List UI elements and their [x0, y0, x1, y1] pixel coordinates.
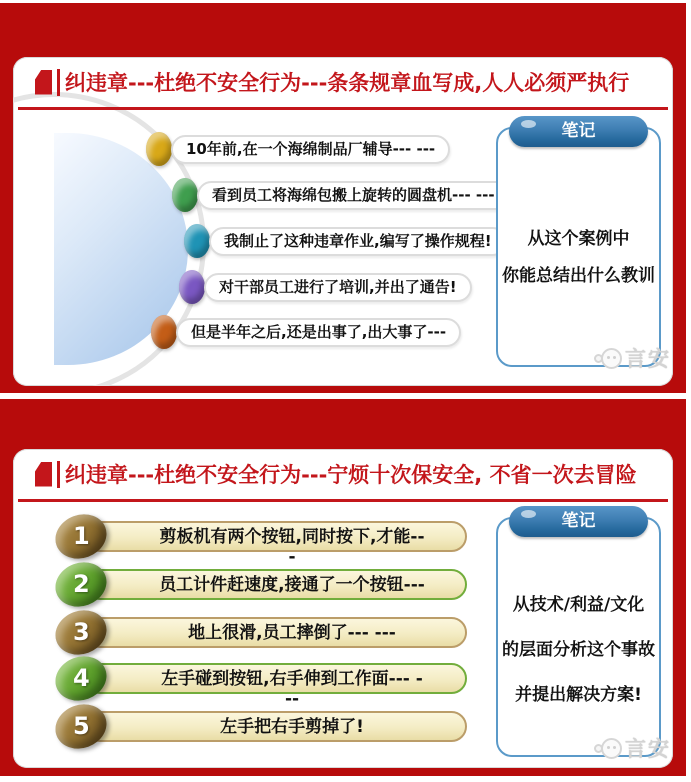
- watermark: [594, 343, 671, 373]
- watermark: [594, 733, 671, 763]
- step-text-line: -: [288, 547, 296, 567]
- watermark-face-icon: [601, 348, 622, 369]
- step-number-badge: [49, 649, 113, 707]
- step-marker-dot: [179, 270, 205, 304]
- step-text: [127, 619, 457, 647]
- slide2-title-row: [35, 459, 637, 489]
- watermark-face-icon: [601, 738, 622, 759]
- notes-text-line: 从这个案例中: [527, 229, 630, 249]
- case-step: 但是半年之后,还是出事了,出大事了---: [176, 318, 461, 347]
- step-number: 4: [72, 664, 90, 693]
- step-marker-dot: [146, 132, 172, 166]
- slide2-content: [13, 449, 673, 768]
- step-text: [127, 713, 457, 741]
- step-bar: [85, 617, 467, 648]
- step-number: 2: [72, 570, 90, 599]
- notes-box: [496, 121, 671, 371]
- step-text: [127, 665, 457, 709]
- step-text-line: --: [284, 689, 300, 709]
- step-number-badge: [49, 697, 113, 755]
- title-underline: [18, 107, 668, 110]
- step-number: 1: [72, 522, 90, 551]
- notes-text-line: 的层面分析这个事故: [502, 640, 655, 660]
- notes-text-line: 你能总结出什么教训: [502, 266, 655, 286]
- step-bar: [85, 521, 467, 567]
- step-number: 3: [72, 618, 90, 647]
- gloss-highlight: [521, 510, 536, 518]
- case-step: 对干部员工进行了培训,并出了通告!: [204, 273, 472, 302]
- step-number-badge: [49, 603, 113, 661]
- step-text-line: 左手碰到按钮,右手伸到工作面--- -: [161, 669, 423, 689]
- slide-panel-bottom: [0, 399, 686, 776]
- case-step: 10年前,在一个海绵制品厂辅导--- ---: [171, 135, 450, 164]
- document-icon: [35, 462, 52, 487]
- slide1-content: [13, 57, 673, 386]
- notes-header: [509, 506, 648, 537]
- document-icon: [35, 70, 52, 95]
- notes-header-label: 笔记: [561, 121, 596, 141]
- step-bar: [85, 663, 467, 709]
- notes-header: [509, 116, 648, 147]
- slide1-title: 纠违章---杜绝不安全行为---条条规章血写成,人人必须严执行: [65, 71, 630, 95]
- step-text-line: 员工计件赶速度,接通了一个按钮---: [159, 575, 425, 595]
- slide2-title: 纠违章---杜绝不安全行为---宁烦十次保安全, 不省一次去冒险: [65, 463, 637, 487]
- step-number: 5: [72, 712, 90, 741]
- watermark-label: 言安: [625, 737, 671, 761]
- notes-text-line: 从技术/利益/文化: [512, 595, 645, 615]
- step-marker-dot: [172, 178, 198, 212]
- case-step: 看到员工将海绵包搬上旋转的圆盘机--- ---: [197, 181, 510, 210]
- notes-text-line: 并提出解决方案!: [515, 685, 642, 705]
- step-marker-dot: [151, 315, 177, 349]
- step-text: [127, 571, 457, 599]
- step-text-line: 剪板机有两个按钮,同时按下,才能--: [159, 527, 425, 547]
- gloss-highlight: [521, 120, 536, 128]
- step-text-line: 左手把右手剪掉了!: [220, 717, 364, 737]
- title-divider-bar: [57, 461, 60, 488]
- notes-text: [500, 583, 657, 718]
- step-marker-dot: [184, 224, 210, 258]
- title-underline: [18, 499, 668, 502]
- step-bar: [85, 569, 467, 600]
- step-number-badge: [49, 507, 113, 565]
- case-step: 我制止了这种违章作业,编写了操作规程!: [209, 227, 507, 256]
- step-bar: [85, 711, 467, 742]
- watermark-label: 言安: [625, 347, 671, 371]
- notes-text: [500, 221, 657, 295]
- notes-box: [496, 511, 671, 761]
- slide-panel-top: [0, 3, 686, 393]
- slide1-title-row: [35, 67, 629, 97]
- step-text: [127, 523, 457, 567]
- step-number-badge: [49, 555, 113, 613]
- step-text-line: 地上很滑,员工摔倒了--- ---: [188, 623, 396, 643]
- notes-header-label: 笔记: [561, 511, 596, 531]
- title-divider-bar: [57, 69, 60, 96]
